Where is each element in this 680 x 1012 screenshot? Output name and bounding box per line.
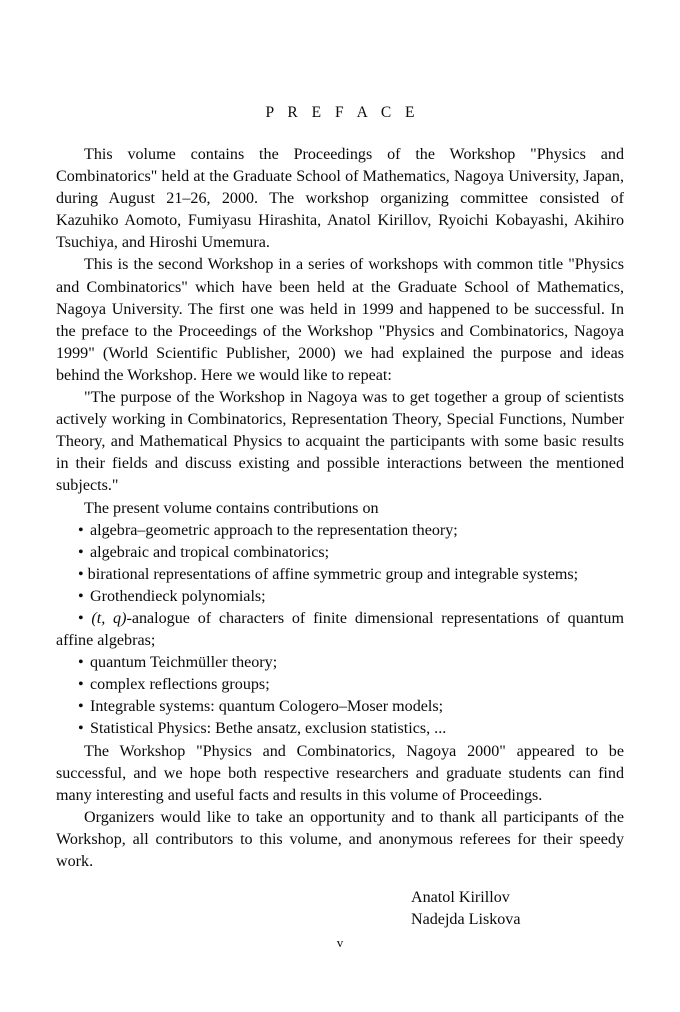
bullet-icon: •	[78, 698, 84, 716]
list-item-label: algebra–geometric approach to the representation theory;	[90, 521, 458, 539]
paragraph-contributions-lead: The present volume contains contributions on	[84, 499, 379, 517]
list-item	[56, 718, 624, 740]
list-item	[56, 520, 624, 542]
list-item	[56, 608, 624, 652]
bullet-icon: •	[78, 521, 84, 539]
paragraph-acknowledgments: Organizers would like to take an opportunity and to thank all participants of the Workshop, all contributors to this volume, and anonymous referees for their speedy work.	[56, 808, 624, 870]
list-item-label: Statistical Physics: Bethe ansatz, exclusion statistics, ...	[90, 720, 447, 738]
list-item-label: Grothendieck polynomials;	[90, 587, 266, 605]
signature-name: Nadejda Liskova	[411, 911, 521, 929]
paragraph-second-workshop: This is the second Workshop in a series of workshops with common title "Physics and Combinatorics" which have been held at the Graduate School of Mathematics, Nagoya University. The first one was held in 1999 and happened to be successful. In the preface to the Proceedings of the Workshop "Physics and Combinatorics, Nagoya 1999" (World Scientific Publisher, 2000) we had explained the purpose and ideas behind the Workshop. Here we would like to repeat:	[56, 256, 624, 384]
list-item-label: complex reflections groups;	[90, 676, 270, 694]
page-content	[56, 104, 624, 931]
list-item	[56, 542, 624, 564]
list-item	[56, 652, 624, 674]
list-item	[56, 674, 624, 696]
signature-name: Anatol Kirillov	[411, 889, 510, 907]
signature-block	[56, 887, 624, 931]
bullet-icon: •	[78, 720, 84, 738]
paragraph-workshop-2000: The Workshop "Physics and Combinatorics, Nagoya 2000" appeared to be successful, and we hope both respective researchers and graduate students can find many interesting and useful facts and results in this volume of Proceedings.	[56, 742, 624, 804]
list-item-label: algebraic and tropical combinatorics;	[90, 543, 330, 561]
bullet-icon: •	[78, 654, 84, 672]
paragraph-intro: This volume contains the Proceedings of the Workshop "Physics and Combinatorics" held at the Graduate School of Mathematics, Nagoya University, Japan, during August 21–26, 2000. The workshop organizing committee consisted of Kazuhiko Aomoto, Fumiyasu Hirashita, Anatol Kirillov, Ryoichi Kobayashi, Akihiro Tsuchiya, and Hiroshi Umemura.	[56, 146, 624, 252]
page-title: P R E F A C E	[265, 104, 420, 121]
bullet-icon: •	[78, 565, 84, 583]
list-item	[56, 586, 624, 608]
list-item	[56, 696, 624, 718]
list-item-label: birational representations of affine symmetric group and integrable systems;	[87, 565, 579, 583]
bullet-icon: •	[78, 543, 84, 561]
list-item-label: -analogue of characters of finite dimensional representations of quantum affine algebras;	[56, 609, 624, 650]
list-item-label: quantum Teichmüller theory;	[90, 654, 278, 672]
bullet-icon: •	[78, 676, 84, 694]
paragraph-quoted-purpose: "The purpose of the Workshop in Nagoya was to get together a group of scientists actively working in Combinatorics, Representation Theory, Special Functions, Number Theory, and Mathematical Physics to acquaint the participants with some basic results in their fields and discuss existing and possible interactions between the mentioned subjects."	[56, 389, 624, 495]
bullet-icon: •	[78, 609, 84, 627]
page-number: v	[336, 935, 344, 950]
list-item	[56, 564, 624, 586]
list-item-label: Integrable systems: quantum Cologero–Moser models;	[90, 698, 444, 716]
math-expression: (t, q)	[91, 609, 127, 627]
bullet-icon: •	[78, 587, 84, 605]
